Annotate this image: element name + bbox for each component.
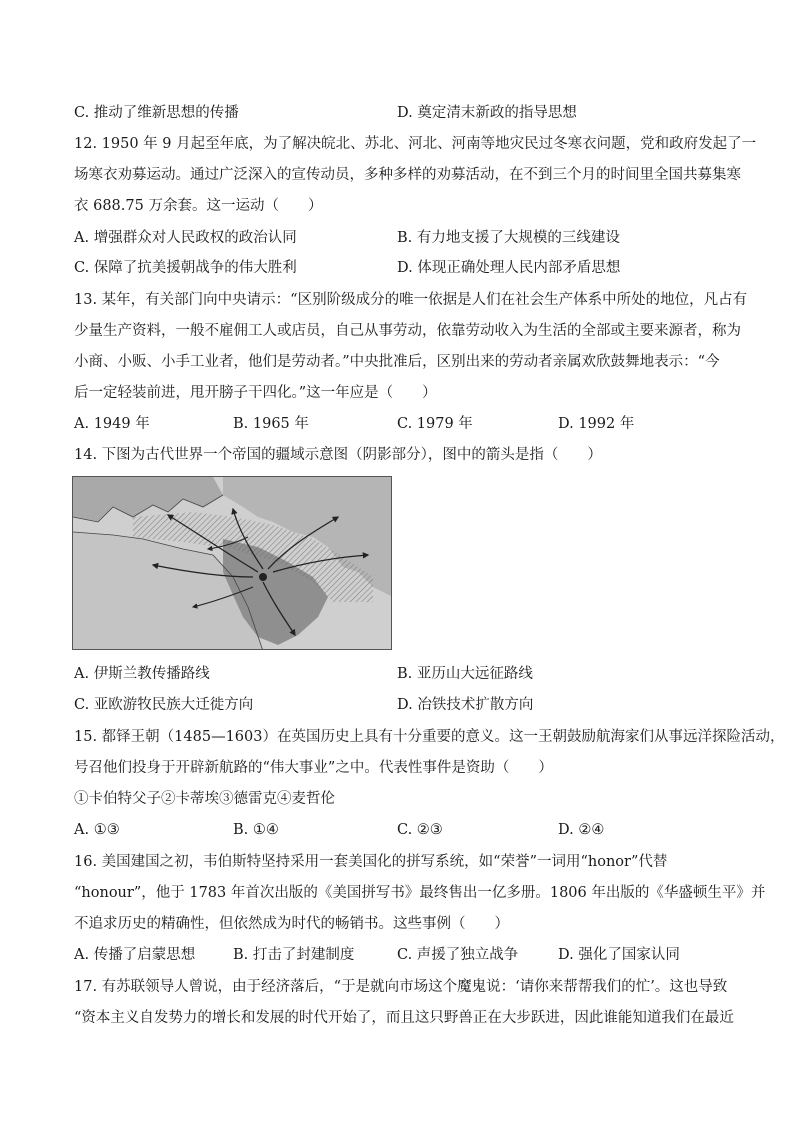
- q17-stem-line1: 17. 有苏联领导人曾说，由于经济落后，“于是就向市场这个魔鬼说：‘请你来帮帮我们的忙’。这也导致: [74, 979, 728, 995]
- q16-option-c: C. 声援了独立战争: [397, 947, 519, 963]
- q14-option-c: C. 亚欧游牧民族大迁徙方向: [74, 697, 254, 713]
- q14-option-a: A. 伊斯兰教传播路线: [74, 666, 210, 682]
- q16-option-d: D. 强化了国家认同: [558, 947, 680, 963]
- q16-option-a: A. 传播了启蒙思想: [74, 947, 196, 963]
- q14-option-b: B. 亚历山大远征路线: [397, 666, 533, 682]
- q11-option-c: C. 推动了维新思想的传播: [74, 105, 239, 121]
- q11-option-d: D. 奠定清末新政的指导思想: [397, 105, 577, 121]
- arrow-origin-point: [259, 573, 267, 581]
- q12-option-c: C. 保障了抗美援朝战争的伟大胜利: [74, 260, 297, 276]
- q15-option-c: C. ②③: [397, 822, 443, 838]
- q16-option-b: B. 打击了封建制度: [233, 947, 355, 963]
- q15-stem-line3: ①卡伯特父子②卡蒂埃③德雷克④麦哲伦: [74, 791, 335, 807]
- q13-option-b: B. 1965 年: [233, 416, 309, 432]
- q15-option-a: A. ①③: [74, 822, 120, 838]
- q12-option-a: A. 增强群众对人民政权的政治认同: [74, 230, 297, 246]
- q12-stem-line1: 12. 1950 年 9 月起至年底，为了解决皖北、苏北、河北、河南等地灾民过冬寒衣问题，党和政府发起了一: [74, 136, 757, 152]
- q12-stem-line2: 场寒衣劝募运动。通过广泛深入的宣传动员，多种多样的劝募活动，在不到三个月的时间里全国共募集寒: [74, 167, 741, 183]
- q13-stem-line4: 后一定轻装前进，甩开膀子干四化。”这一年应是（ ）: [74, 385, 437, 401]
- map-drawing: [73, 477, 392, 650]
- q13-option-a: A. 1949 年: [74, 416, 150, 432]
- q15-stem-line1: 15. 都铎王朝（1485—1603）在英国历史上具有十分重要的意义。这一王朝鼓励航海家们从事远洋探险活动，: [74, 729, 785, 745]
- q17-stem-line2: “资本主义自发势力的增长和发展的时代开始了，而且这只野兽正在大步跃进，因此谁能知道我们在最近: [74, 1010, 734, 1026]
- q14-stem: 14. 下图为古代世界一个帝国的疆域示意图（阴影部分），图中的箭头是指（ ）: [74, 447, 602, 463]
- q12-option-b: B. 有力地支援了大规模的三线建设: [397, 230, 620, 246]
- q16-stem-line3: 不追求历史的精确性，但依然成为时代的畅销书。这些事例（ ）: [74, 916, 509, 932]
- q15-option-d: D. ②④: [558, 822, 605, 838]
- q13-option-d: D. 1992 年: [558, 416, 635, 432]
- q13-stem-line3: 小商、小贩、小手工业者，他们是劳动者。”中央批准后，区别出来的劳动者亲属欢欣鼓舞地表示：“今: [74, 354, 720, 370]
- q14-option-d: D. 冶铁技术扩散方向: [397, 697, 534, 713]
- q13-stem-line2: 少量生产资料，一般不雇佣工人或店员，自己从事劳动，依靠劳动收入为生活的全部或主要来源者，称为: [74, 323, 741, 339]
- q16-stem-line2: “honour”，他于 1783 年首次出版的《美国拼写书》最终售出一亿多册。1806 年出版的《华盛顿生平》并: [74, 885, 766, 901]
- q12-option-d: D. 体现正确处理人民内部矛盾思想: [397, 260, 621, 276]
- q15-stem-line2: 号召他们投身于开辟新航路的“伟大事业”之中。代表性事件是资助（ ）: [74, 760, 553, 776]
- empire-territory-map: [72, 476, 392, 650]
- q12-stem-line3: 衣 688.75 万余套。这一运动（ ）: [74, 198, 323, 214]
- q13-stem-line1: 13. 某年，有关部门向中央请示：“区别阶级成分的唯一依据是人们在社会生产体系中所处的地位，凡占有: [74, 292, 748, 308]
- q15-option-b: B. ①④: [233, 822, 279, 838]
- q16-stem-line1: 16. 美国建国之初，韦伯斯特坚持采用一套美国化的拼写系统，如“荣誉”一词用“honor”代替: [74, 854, 668, 870]
- q13-option-c: C. 1979 年: [397, 416, 473, 432]
